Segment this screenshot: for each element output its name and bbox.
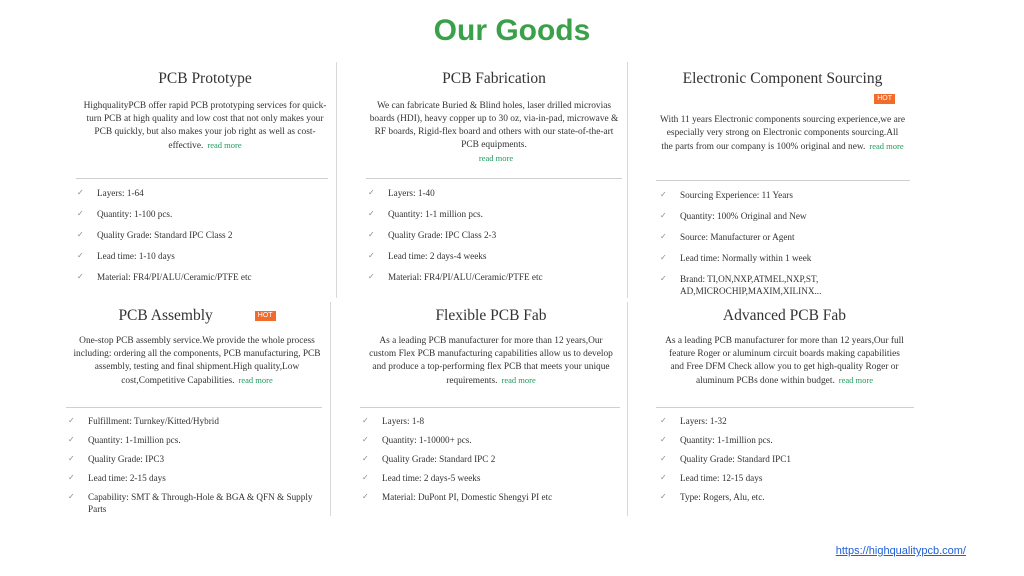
card-separator — [656, 180, 910, 181]
check-icon: ✓ — [368, 272, 375, 281]
check-icon: ✓ — [660, 232, 667, 241]
product-card-pcb-fabrication — [368, 70, 620, 166]
spec-item: ✓ Lead time: 2 days-4 weeks — [368, 251, 487, 261]
hot-badge: HOT — [255, 311, 276, 321]
spec-list — [68, 415, 318, 515]
check-icon: ✓ — [77, 188, 84, 197]
check-icon: ✓ — [362, 454, 369, 463]
website-link[interactable]: https://highqualitypcb.com/ — [835, 545, 966, 557]
spec-item: ✓ Layers: 1-32 — [660, 416, 727, 426]
spec-list — [368, 187, 620, 283]
check-icon: ✓ — [660, 274, 667, 283]
card-title: Electronic Component Sourcing — [682, 70, 883, 87]
read-more-link[interactable]: read more — [501, 375, 536, 385]
check-icon: ✓ — [68, 416, 75, 425]
card-separator — [366, 178, 622, 179]
spec-item: ✓ Layers: 1-40 — [368, 188, 435, 198]
read-more-link[interactable]: read more — [238, 375, 273, 385]
column-divider — [336, 62, 337, 298]
check-icon: ✓ — [68, 435, 75, 444]
check-icon: ✓ — [368, 230, 375, 239]
spec-item: ✓ Quality Grade: Standard IPC Class 2 — [77, 230, 233, 240]
spec-item: ✓ Quality Grade: IPC3 — [68, 454, 165, 464]
spec-item: ✓ Quantity: 1-1million pcs. — [660, 435, 773, 445]
spec-list — [660, 415, 910, 503]
check-icon: ✓ — [362, 435, 369, 444]
card-title: PCB Prototype — [158, 70, 252, 87]
check-icon: ✓ — [660, 416, 667, 425]
spec-item: ✓ Lead time: 1-10 days — [77, 251, 175, 261]
card-title: Advanced PCB Fab — [722, 307, 847, 324]
spec-list — [77, 187, 327, 283]
check-icon: ✓ — [362, 473, 369, 482]
check-icon: ✓ — [362, 416, 369, 425]
card-description: As a leading PCB manufacturer for more than 12 years,Our full feature Roger or aluminum circuit boards making capabilities and Free DFM Check allow you to get high-quality Roger or aluminum PCBs done within budget. read more — [665, 336, 904, 386]
spec-item: ✓ Quantity: 1-10000+ pcs. — [362, 435, 472, 445]
product-card-component-sourcing — [660, 70, 905, 154]
spec-item: ✓ Quality Grade: Standard IPC 2 — [362, 454, 496, 464]
spec-item: ✓ Quantity: 1-1million pcs. — [68, 435, 181, 445]
spec-item: ✓ Lead time: 12-15 days — [660, 473, 763, 483]
spec-list — [362, 415, 617, 503]
check-icon: ✓ — [77, 230, 84, 239]
spec-item: ✓ Quality Grade: IPC Class 2-3 — [368, 230, 497, 240]
spec-item: ✓ Sourcing Experience: 11 Years — [660, 190, 793, 200]
spec-item: ✓ Material: FR4/PI/ALU/Ceramic/PTFE etc — [368, 272, 543, 282]
card-title: PCB Assembly HOT — [72, 307, 322, 325]
check-icon: ✓ — [362, 492, 369, 501]
card-description: We can fabricate Buried & Blind holes, laser drilled microvias boards (HDI), heavy copper up to 30 oz, via-in-pad, microwave & RF boards, Rigid-flex board and others with our state-of-the-art PCB equipments. read more — [369, 101, 619, 163]
spec-item: ✓ Layers: 1-8 — [362, 416, 425, 426]
card-separator — [76, 178, 328, 179]
card-separator — [360, 407, 620, 408]
card-description: One-stop PCB assembly service.We provide the whole process including: ordering all the components, PCB manufacturing, PCB assembly, testing and final shipment.High quality,Low cost,Competitive Capabilities. read more — [73, 336, 321, 386]
check-icon: ✓ — [368, 209, 375, 218]
card-separator — [656, 407, 914, 408]
spec-item: ✓ Brand: TI,ON,NXP,ATMEL,NXP,ST, AD,MICROCHIP,MAXIM,XILINX... — [660, 274, 822, 296]
check-icon: ✓ — [660, 211, 667, 220]
product-card-flexible-pcb — [365, 307, 617, 388]
spec-item: ✓ Quantity: 1-1 million pcs. — [368, 209, 483, 219]
spec-item: ✓ Quantity: 1-100 pcs. — [77, 209, 173, 219]
product-card-pcb-prototype — [80, 70, 330, 153]
read-more-link[interactable]: read more — [838, 375, 874, 385]
spec-item: ✓ Capability: SMT & Through-Hole & BGA & QFN & Supply Parts — [68, 492, 313, 514]
check-icon: ✓ — [660, 492, 667, 501]
spec-item: ✓ Source: Manufacturer or Agent — [660, 232, 795, 242]
check-icon: ✓ — [68, 473, 75, 482]
spec-item: ✓ Lead time: Normally within 1 week — [660, 253, 812, 263]
column-divider — [627, 62, 628, 298]
card-description: HighqualityPCB offer rapid PCB prototyping services for quick-turn PCB at high quality and low cost that not only makes your PCB quickly, but also makes your job right as well as cost-effective. read more — [83, 101, 327, 151]
check-icon: ✓ — [660, 473, 667, 482]
card-separator — [66, 407, 322, 408]
card-title: Flexible PCB Fab — [435, 307, 547, 324]
check-icon: ✓ — [368, 188, 375, 197]
check-icon: ✓ — [68, 454, 75, 463]
check-icon: ✓ — [68, 492, 75, 501]
check-icon: ✓ — [368, 251, 375, 260]
check-icon: ✓ — [660, 253, 667, 262]
column-divider — [330, 302, 331, 516]
spec-item: ✓ Fulfillment: Turnkey/Kitted/Hybrid — [68, 416, 219, 426]
product-card-pcb-assembly — [72, 307, 322, 388]
spec-item: ✓ Layers: 1-64 — [77, 188, 144, 198]
spec-item: ✓ Quantity: 100% Original and New — [660, 211, 807, 221]
check-icon: ✓ — [660, 454, 667, 463]
spec-list — [660, 189, 910, 297]
read-more-link[interactable]: read more — [207, 140, 242, 150]
read-more-link[interactable]: read more — [478, 153, 514, 163]
check-icon: ✓ — [77, 251, 84, 260]
check-icon: ✓ — [660, 190, 667, 199]
card-title: PCB Fabrication — [442, 70, 546, 87]
spec-item: ✓ Type: Rogers, Alu, etc. — [660, 492, 765, 502]
check-icon: ✓ — [660, 435, 667, 444]
page-title: Our Goods — [433, 14, 591, 47]
card-description: With 11 years Electronic components sourcing experience,we are especially very strong on Electronic components sourcing.All the parts from our company is 100% original and new. read more — [660, 115, 906, 152]
spec-item: ✓ Material: DuPont PI, Domestic Shengyi PI etc — [362, 492, 553, 502]
spec-item: ✓ Material: FR4/PI/ALU/Ceramic/PTFE etc — [77, 272, 252, 282]
column-divider — [627, 302, 628, 516]
check-icon: ✓ — [77, 272, 84, 281]
spec-item: ✓ Lead time: 2-15 days — [68, 473, 166, 483]
spec-item: ✓ Lead time: 2 days-5 weeks — [362, 473, 481, 483]
spec-item: ✓ Quality Grade: Standard IPC1 — [660, 454, 791, 464]
check-icon: ✓ — [77, 209, 84, 218]
hot-badge: HOT — [874, 94, 895, 104]
card-description: As a leading PCB manufacturer for more than 12 years,Our custom Flex PCB manufacturing capabilities allow us to develop and produce a top-performing flex PCB that meets your unique requirements. read more — [369, 336, 613, 386]
read-more-link[interactable]: read more — [869, 141, 904, 151]
product-card-advanced-pcb — [662, 307, 907, 388]
